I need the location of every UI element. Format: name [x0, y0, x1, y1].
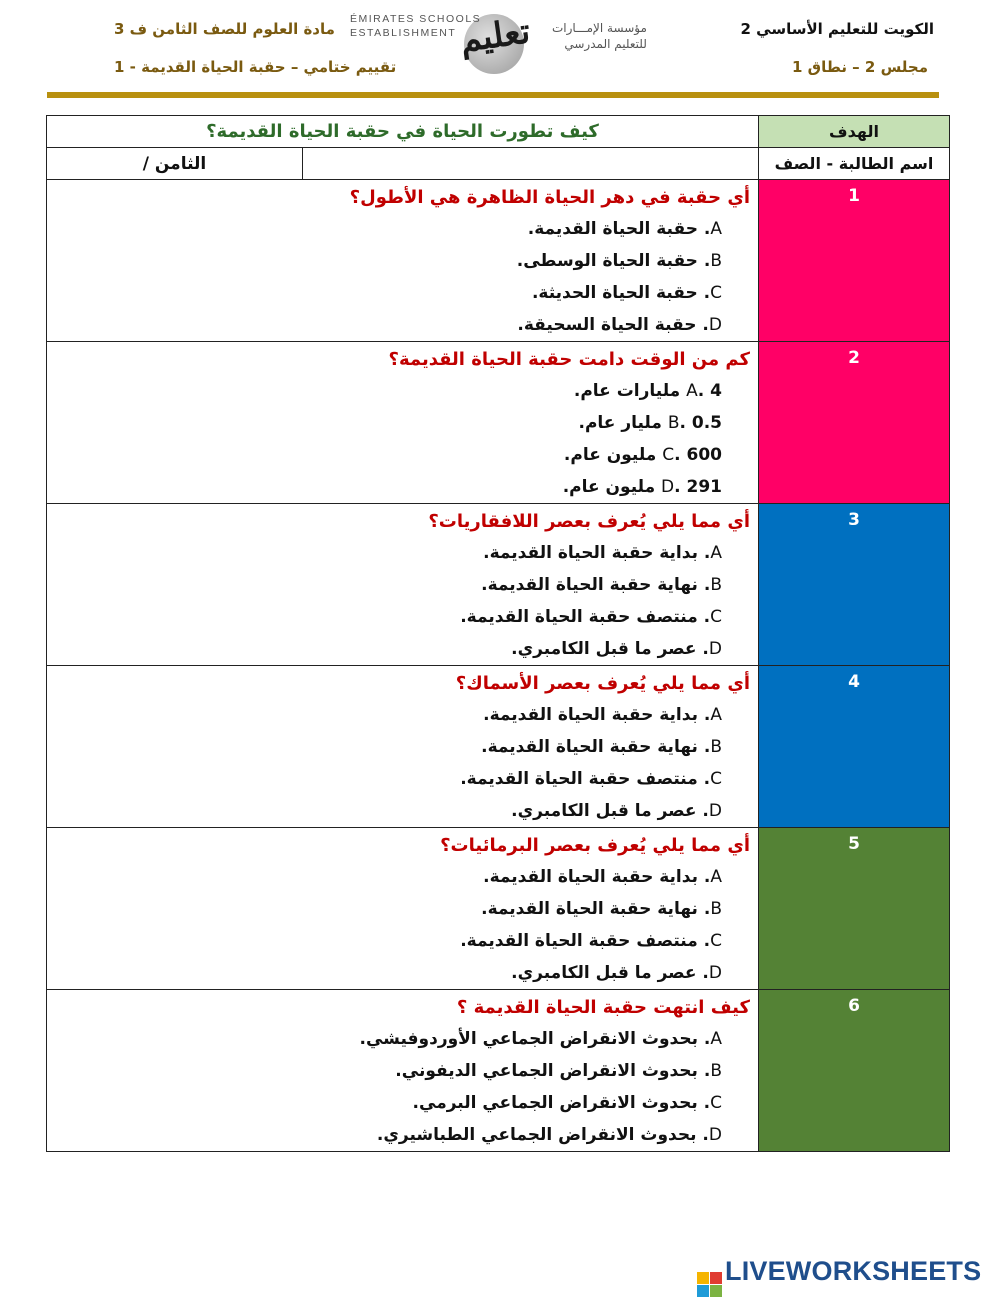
answer-option[interactable]: A. حقبة الحياة القديمة.	[527, 219, 722, 239]
option-letter: A	[710, 219, 722, 239]
option-letter: C	[710, 931, 722, 951]
foundation-logo-text: مؤسسة الإمـــارات للتعليم المدرسي	[552, 21, 647, 51]
option-letter: C	[710, 769, 722, 789]
option-text: 600 مليون عام.	[563, 445, 722, 465]
option-letter: B	[710, 737, 722, 757]
answer-option[interactable]: B. نهاية حقبة الحياة القديمة.	[481, 737, 722, 757]
answer-option[interactable]: A. بداية حقبة الحياة القديمة.	[483, 705, 722, 725]
option-text: عصر ما قبل الكامبري.	[511, 963, 697, 983]
option-letter: C	[710, 607, 722, 627]
option-letter: A	[686, 381, 698, 401]
option-letter: D	[708, 315, 722, 335]
option-text: بداية حقبة الحياة القديمة.	[483, 867, 698, 887]
option-letter: D	[661, 477, 675, 497]
student-row	[47, 148, 950, 180]
goal-text: كيف تطورت الحياة في حقبة الحياة القديمة؟	[47, 116, 759, 148]
option-text: 291 مليون عام.	[562, 477, 722, 497]
worksheet-table	[46, 115, 950, 1152]
question-text: أي مما يلي يُعرف بعصر الأسماك؟	[455, 673, 750, 694]
option-text: بحدوث الانقراض الجماعي الطباشيري.	[376, 1125, 697, 1145]
goal-row	[47, 116, 950, 148]
answer-option[interactable]: C. منتصف حقبة الحياة القديمة.	[460, 769, 722, 789]
answer-option[interactable]: C. منتصف حقبة الحياة القديمة.	[460, 607, 722, 627]
option-text: 4 مليارات عام.	[573, 381, 722, 401]
option-letter: B	[710, 575, 722, 595]
option-letter: B	[710, 1061, 722, 1081]
question-text: أي مما يلي يُعرف بعصر اللافقاريات؟	[428, 511, 750, 532]
answer-option[interactable]: D. عصر ما قبل الكامبري.	[511, 963, 722, 983]
option-text: منتصف حقبة الحياة القديمة.	[460, 607, 698, 627]
emirates-schools-logo: ÉMIRATES SCHOOLS ESTABLISHMENT	[350, 13, 482, 39]
option-text: نهاية حقبة الحياة القديمة.	[481, 575, 698, 595]
question-row	[47, 666, 950, 828]
answer-option[interactable]: D. حقبة الحياة السحيقة.	[517, 315, 722, 335]
option-text: حقبة الحياة القديمة.	[527, 219, 698, 239]
answer-option[interactable]: D. 291 مليون عام.	[562, 477, 722, 497]
answer-option[interactable]: C. منتصف حقبة الحياة القديمة.	[460, 931, 722, 951]
option-letter: B	[667, 413, 680, 433]
option-text: نهاية حقبة الحياة القديمة.	[481, 737, 698, 757]
subject-title: مادة العلوم للصف الثامن ف 3	[114, 20, 335, 38]
question-number: 5	[759, 828, 950, 990]
option-text: بحدوث الانقراض الجماعي البرمي.	[412, 1093, 698, 1113]
question-text: أي حقبة في دهر الحياة الظاهرة هي الأطول؟	[349, 187, 750, 208]
option-letter: D	[708, 1125, 722, 1145]
question-text: كم من الوقت دامت حقبة الحياة القديمة؟	[388, 349, 750, 370]
question-number: 2	[759, 342, 950, 504]
student-name-field[interactable]	[303, 148, 759, 180]
question-number: 3	[759, 504, 950, 666]
liveworksheets-icon	[697, 1272, 722, 1297]
question-row	[47, 504, 950, 666]
question-row	[47, 342, 950, 504]
question-body	[47, 504, 759, 666]
option-text: 0.5 مليار عام.	[578, 413, 722, 433]
school-name: الكويت للتعليم الأساسي 2	[740, 20, 934, 38]
option-letter: A	[710, 705, 722, 725]
council-zone: مجلس 2 – نطاق 1	[792, 58, 928, 76]
option-text: منتصف حقبة الحياة القديمة.	[460, 931, 698, 951]
question-body	[47, 990, 759, 1152]
question-text: كيف انتهت حقبة الحياة القديمة ؟	[456, 997, 750, 1018]
assessment-title: تقييم ختامي – حقبة الحياة القديمة - 1	[114, 58, 397, 76]
taleem-logo-word: تعليم	[457, 11, 533, 61]
option-text: حقبة الحياة الحديثة.	[531, 283, 698, 303]
answer-option[interactable]: D. عصر ما قبل الكامبري.	[511, 639, 722, 659]
question-row	[47, 180, 950, 342]
option-letter: C	[662, 445, 675, 465]
answer-option[interactable]: C. بحدوث الانقراض الجماعي البرمي.	[412, 1093, 722, 1113]
option-text: حقبة الحياة الوسطى.	[516, 251, 698, 271]
option-letter: C	[710, 283, 722, 303]
answer-option[interactable]: B. بحدوث الانقراض الجماعي الديفوني.	[395, 1061, 722, 1081]
page-header	[0, 0, 1000, 100]
question-row	[47, 990, 950, 1152]
option-text: بحدوث الانقراض الجماعي الأوردوفيشي.	[359, 1029, 698, 1049]
question-text: أي مما يلي يُعرف بعصر البرمائيات؟	[440, 835, 750, 856]
grade-field[interactable]: الثامن /	[47, 148, 303, 180]
option-letter: A	[710, 543, 722, 563]
option-letter: B	[710, 251, 722, 271]
option-text: عصر ما قبل الكامبري.	[511, 801, 697, 821]
answer-option[interactable]: D. عصر ما قبل الكامبري.	[511, 801, 722, 821]
option-letter: D	[708, 963, 722, 983]
option-letter: A	[710, 1029, 722, 1049]
answer-option[interactable]: B. 0.5 مليار عام.	[578, 413, 722, 433]
answer-option[interactable]: C. حقبة الحياة الحديثة.	[531, 283, 722, 303]
answer-option[interactable]: A. بحدوث الانقراض الجماعي الأوردوفيشي.	[359, 1029, 722, 1049]
question-body	[47, 828, 759, 990]
answer-option[interactable]: A. بداية حقبة الحياة القديمة.	[483, 867, 722, 887]
header-divider	[47, 92, 939, 98]
answer-option[interactable]: C. 600 مليون عام.	[563, 445, 722, 465]
option-letter: A	[710, 867, 722, 887]
answer-option[interactable]: B. نهاية حقبة الحياة القديمة.	[481, 575, 722, 595]
option-letter: C	[710, 1093, 722, 1113]
option-text: منتصف حقبة الحياة القديمة.	[460, 769, 698, 789]
question-body	[47, 342, 759, 504]
question-row	[47, 828, 950, 990]
answer-option[interactable]: A. 4 مليارات عام.	[573, 381, 722, 401]
option-letter: D	[708, 801, 722, 821]
goal-label: الهدف	[759, 116, 950, 148]
option-text: نهاية حقبة الحياة القديمة.	[481, 899, 698, 919]
option-text: بحدوث الانقراض الجماعي الديفوني.	[395, 1061, 698, 1081]
option-text: بداية حقبة الحياة القديمة.	[483, 705, 698, 725]
question-number: 1	[759, 180, 950, 342]
option-text: عصر ما قبل الكامبري.	[511, 639, 697, 659]
student-name-label: اسم الطالبة - الصف	[759, 148, 950, 180]
answer-option[interactable]: B. نهاية حقبة الحياة القديمة.	[481, 899, 722, 919]
option-letter: D	[708, 639, 722, 659]
answer-option[interactable]: B. حقبة الحياة الوسطى.	[516, 251, 722, 271]
answer-option[interactable]: A. بداية حقبة الحياة القديمة.	[483, 543, 722, 563]
question-number: 4	[759, 666, 950, 828]
option-text: حقبة الحياة السحيقة.	[517, 315, 697, 335]
liveworksheets-logo: LIVEWORKSHEETS	[697, 1256, 981, 1297]
option-text: بداية حقبة الحياة القديمة.	[483, 543, 698, 563]
question-number: 6	[759, 990, 950, 1152]
question-body	[47, 180, 759, 342]
answer-option[interactable]: D. بحدوث الانقراض الجماعي الطباشيري.	[376, 1125, 722, 1145]
question-body	[47, 666, 759, 828]
option-letter: B	[710, 899, 722, 919]
